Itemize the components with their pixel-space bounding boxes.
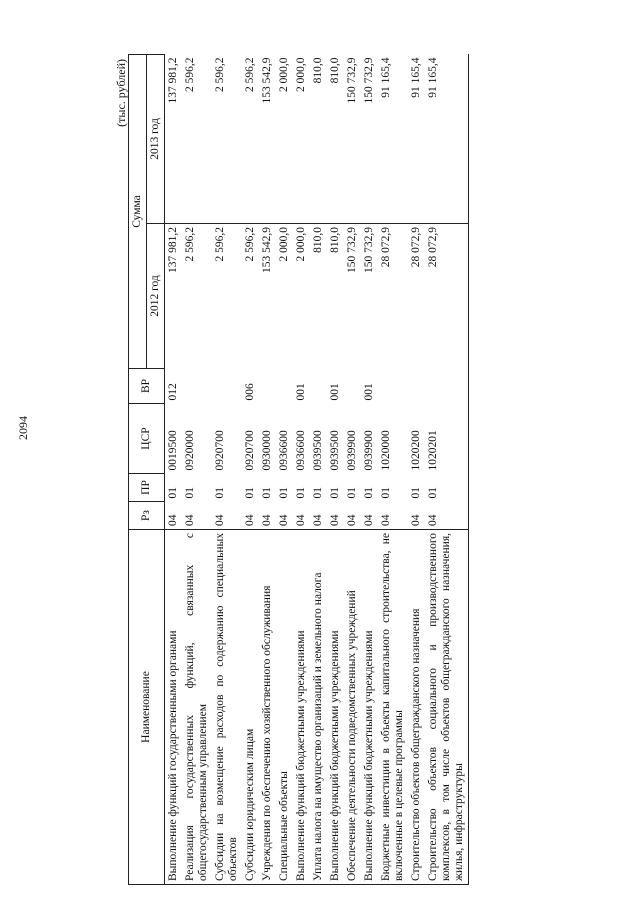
table-row: [242, 54, 259, 884]
row-csr: 0939900: [346, 430, 358, 471]
row-sum-2013: 2 596,2: [214, 57, 226, 92]
row-sum-2013: 150 732,9: [363, 57, 375, 104]
row-rz: 04: [278, 514, 290, 526]
row-vr: [182, 369, 212, 404]
row-name: Уплата налога на имущество организаций и земельного налога: [310, 530, 327, 885]
header-vr: ВР: [129, 369, 165, 404]
row-name: Строительство объектов социального и производственного комплексов, в том числе объектов общегражданского назначения, жилья, инфраструктуры: [425, 530, 469, 885]
row-sum-2012: 137 981,2: [165, 224, 183, 369]
row-pr: 01: [425, 474, 469, 502]
row-pr: 01: [312, 487, 324, 499]
row-rz: 04: [363, 514, 375, 526]
row-vr: [408, 369, 425, 404]
row-name: Субсидии на возмещение расходов по содержанию специальных объектов: [212, 530, 242, 885]
row-sum-2012: 810,0: [327, 224, 344, 369]
row-rz: 04: [261, 514, 273, 526]
row-vr: 001: [363, 383, 375, 401]
row-pr: 01: [261, 487, 273, 499]
row-name: Выполнение функций бюджетными учреждениями: [327, 530, 344, 885]
row-csr: 0936600: [278, 430, 290, 471]
row-pr: 01: [278, 487, 290, 499]
row-pr: 01: [329, 487, 341, 499]
row-rz: 04: [184, 514, 196, 526]
header-csr: ЦСР: [129, 404, 165, 474]
budget-table-rotated: [114, 55, 558, 885]
header-2013: 2013 год: [147, 54, 165, 223]
row-rz: 04: [312, 514, 324, 526]
row-vr: [344, 369, 361, 404]
row-sum-2013: 2 596,2: [244, 57, 256, 92]
row-vr: 012: [167, 383, 179, 401]
row-sum-2012: 150 732,9: [361, 224, 378, 369]
row-name: Субсидии юридическим лицам: [242, 530, 259, 885]
header-sum: Сумма: [129, 54, 147, 368]
row-sum-2013: 91 165,4: [380, 57, 392, 98]
header-rz: Рз: [129, 502, 165, 530]
row-rz: 04: [425, 502, 469, 530]
row-pr: 01: [380, 487, 392, 499]
row-name: Обеспечение деятельности подведомственных учреждений: [344, 530, 361, 885]
row-rz: 04: [214, 514, 226, 526]
row-rz: 04: [346, 514, 358, 526]
row-vr: [212, 369, 242, 404]
row-sum-2012: 150 732,9: [344, 224, 361, 369]
table-row: [378, 54, 408, 884]
row-pr: 01: [244, 487, 256, 499]
row-sum-2012: 28 072,9: [408, 224, 425, 369]
table-row: [327, 54, 344, 884]
row-pr: 01: [346, 487, 358, 499]
row-vr: 001: [329, 383, 341, 401]
row-csr: 1020000: [380, 430, 392, 471]
header-pr: ПР: [129, 474, 165, 502]
row-name: Выполнение функций бюджетными учреждениями: [293, 530, 310, 885]
table-row: [408, 54, 425, 884]
row-sum-2012: 2 596,2: [182, 224, 212, 369]
row-sum-2013: 153 542,9: [261, 57, 273, 104]
row-vr: [378, 369, 408, 404]
header-2012: 2012 год: [147, 224, 165, 369]
row-csr: 0936600: [295, 430, 307, 471]
row-csr: 0019500: [167, 430, 179, 471]
row-csr: 0939500: [312, 430, 324, 471]
row-name: Выполнение функций бюджетными учреждениями: [361, 530, 378, 885]
table-row: [293, 54, 310, 884]
table-row: [182, 54, 212, 884]
table-row: [259, 54, 276, 884]
row-name: Специальные объекты: [276, 530, 293, 885]
row-sum-2013: 2 596,2: [184, 57, 196, 92]
row-pr: 01: [410, 487, 422, 499]
page-number: 2094: [16, 416, 30, 440]
row-vr: [259, 369, 276, 404]
row-sum-2013: 137 981,2: [167, 57, 179, 104]
row-pr: 01: [167, 487, 179, 499]
row-pr: 01: [295, 487, 307, 499]
row-vr: [276, 369, 293, 404]
row-sum-2013: 150 732,9: [346, 57, 358, 104]
header-row: [129, 54, 147, 884]
row-sum-2012: 28 072,9: [425, 224, 469, 369]
row-csr: 1020201: [425, 404, 469, 474]
row-vr: [310, 369, 327, 404]
row-sum-2012: 810,0: [310, 224, 327, 369]
row-vr: [425, 369, 469, 404]
row-csr: 0920700: [244, 430, 256, 471]
row-sum-2013: 810,0: [329, 57, 341, 84]
row-csr: 1020200: [410, 430, 422, 471]
row-csr: 0920700: [214, 430, 226, 471]
header-name: Наименование: [129, 530, 165, 885]
units-label: (тыс. рублей): [114, 59, 128, 127]
row-sum-2013: 91 165,4: [410, 57, 422, 98]
row-csr: 0930000: [261, 430, 273, 471]
row-csr: 0939900: [363, 430, 375, 471]
row-pr: 01: [214, 487, 226, 499]
table-row: [361, 54, 378, 884]
row-name: Бюджетные инвестиции в объекты капитального строительства, не включенные в целевые программы: [378, 530, 408, 885]
row-rz: 04: [295, 514, 307, 526]
row-rz: 04: [380, 514, 392, 526]
row-sum-2013: 2 000,0: [278, 57, 290, 92]
row-sum-2013: 810,0: [312, 57, 324, 84]
table-row: [276, 54, 293, 884]
row-sum-2013: 91 165,4: [425, 54, 469, 223]
row-name: Выполнение функций государственными органами: [165, 530, 183, 885]
row-sum-2013: 2 000,0: [295, 57, 307, 92]
row-vr: 001: [295, 383, 307, 401]
row-name: Учреждения по обеспечению хозяйственного обслуживания: [259, 530, 276, 885]
row-csr: 0920000: [184, 430, 196, 471]
table-row: [165, 54, 183, 884]
table-row: [344, 54, 361, 884]
row-sum-2012: 2 000,0: [276, 224, 293, 369]
table-row: [310, 54, 327, 884]
row-sum-2012: 28 072,9: [378, 224, 408, 369]
budget-table: [128, 54, 469, 885]
table-row: [212, 54, 242, 884]
table-row: [425, 54, 469, 884]
row-csr: 0939500: [329, 430, 341, 471]
row-sum-2012: 153 542,9: [259, 224, 276, 369]
row-sum-2012: 2 000,0: [293, 224, 310, 369]
row-rz: 04: [329, 514, 341, 526]
row-rz: 04: [410, 514, 422, 526]
row-vr: 006: [244, 383, 256, 401]
row-name: Реализация государственных функций, связанных с общегосударственным управлением: [182, 530, 212, 885]
row-pr: 01: [363, 487, 375, 499]
row-sum-2012: 2 596,2: [212, 224, 242, 369]
row-rz: 04: [167, 514, 179, 526]
row-pr: 01: [184, 487, 196, 499]
row-rz: 04: [244, 514, 256, 526]
row-name: Строительство объектов общегражданского назначения: [408, 530, 425, 885]
row-sum-2012: 2 596,2: [242, 224, 259, 369]
